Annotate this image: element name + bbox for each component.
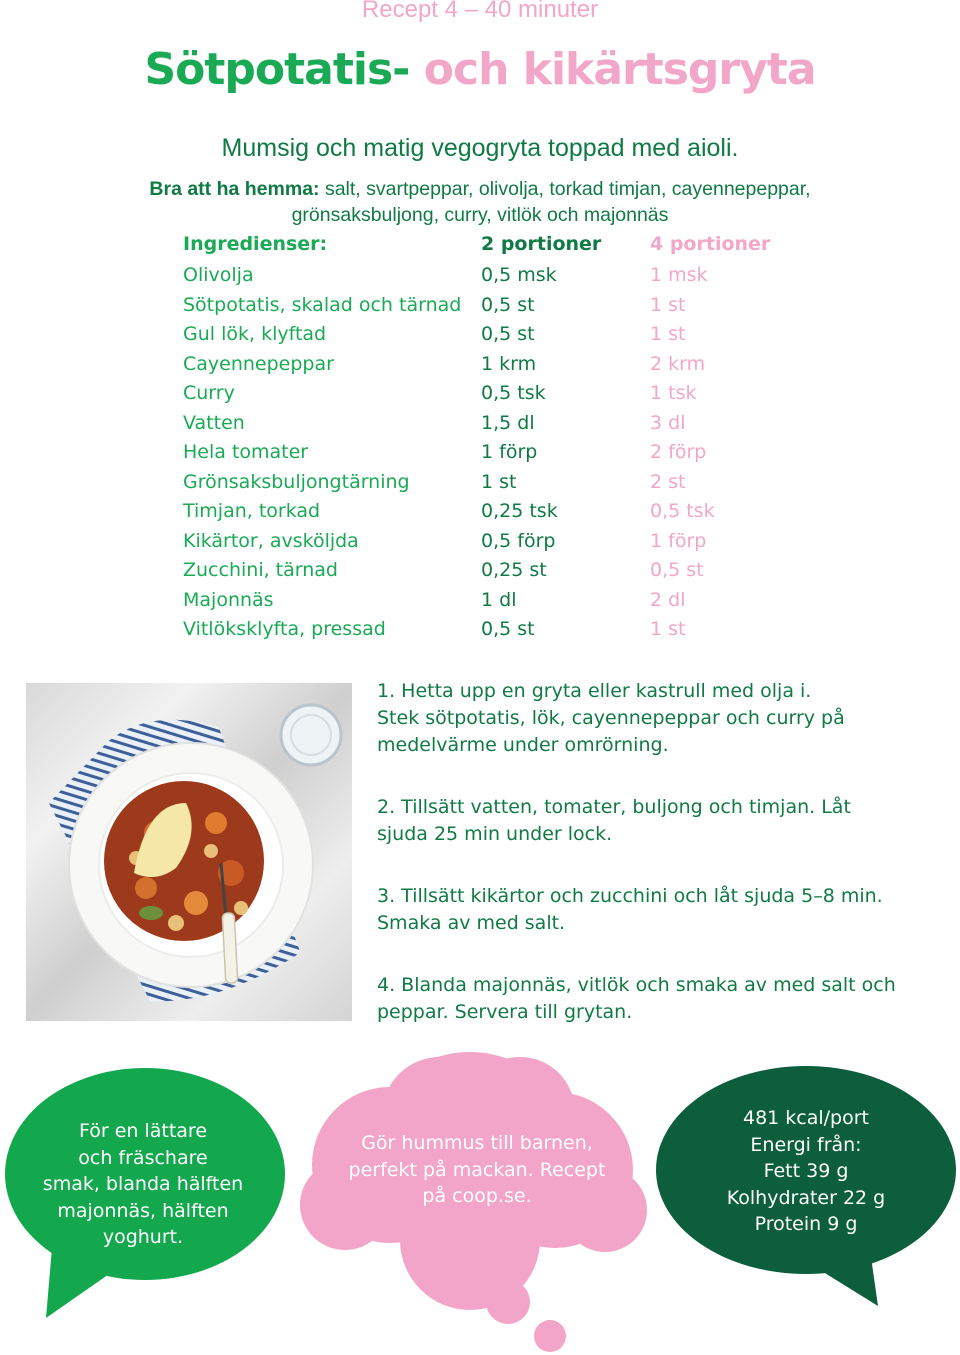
ingredient-row <box>0 471 960 500</box>
amount-four: 1 st <box>650 618 686 640</box>
ingredient-name: Timjan, torkad <box>183 500 321 522</box>
amount-two: 0,5 tsk <box>481 382 546 404</box>
recipe-title <box>0 44 960 95</box>
nutrition-line: Fett 39 g <box>763 1160 849 1182</box>
amount-four: 1 tsk <box>650 382 697 404</box>
lighter-taste-tip <box>40 1118 246 1251</box>
title-part-chickpea: och kikärtsgryta <box>409 44 816 95</box>
amount-four: 1 förp <box>650 529 707 552</box>
amount-two: 1 dl <box>481 588 517 611</box>
amount-two: 1 st <box>481 470 517 493</box>
pantry-line-1: salt, svartpeppar, olivolja, torkad timjan, cayennepeppar, <box>319 178 811 200</box>
ingredient-name: Zucchini, tärnad <box>183 559 338 581</box>
ingredient-row <box>0 412 960 441</box>
four-servings-header: 4 portioner <box>650 233 771 255</box>
amount-four: 1 msk <box>650 264 708 286</box>
ingredient-name: Hela tomater <box>183 441 309 463</box>
ingredient-row <box>0 589 960 618</box>
amount-two: 0,5 st <box>481 323 535 345</box>
step-1-line: medelvärme under omrörning. <box>377 734 669 756</box>
ingredient-name: Curry <box>183 382 235 404</box>
step-3-line: Smaka av med salt. <box>377 912 566 934</box>
amount-two: 0,5 förp <box>481 529 556 552</box>
ingredient-row <box>0 323 960 352</box>
ingredient-row <box>0 382 960 411</box>
pantry-line-2: grönsaksbuljong, curry, vitlök och majonnäs <box>291 204 669 226</box>
amount-four: 2 förp <box>650 441 707 463</box>
tip-line: smak, blanda hälften <box>42 1173 244 1195</box>
amount-two: 0,5 st <box>481 618 535 640</box>
amount-four: 0,5 st <box>650 559 704 581</box>
amount-two: 0,25 st <box>481 559 547 581</box>
step-1-line: 1. Hetta upp en gryta eller kastrull med olja i. <box>377 680 812 702</box>
amount-four: 2 st <box>650 470 686 493</box>
ingredient-name: Sötpotatis, skalad och tärnad <box>183 293 462 316</box>
tip-line: majonnäs, hälften <box>57 1199 229 1222</box>
ingredient-row <box>0 618 960 647</box>
pantry-label: Bra att ha hemma: <box>149 178 320 200</box>
amount-two: 0,25 tsk <box>481 500 558 522</box>
ingredient-name: Majonnäs <box>183 588 274 611</box>
ingredient-row <box>0 530 960 559</box>
recipe-subtitle: Mumsig och matig vegogryta toppad med aioli. <box>221 134 739 162</box>
pantry-note <box>100 176 860 228</box>
tip-line: och fräschare <box>78 1146 208 1169</box>
step-1 <box>377 678 922 759</box>
nutrition-line: Energi från: <box>750 1133 862 1156</box>
ingredients-header: Ingredienser: <box>183 233 328 255</box>
nutrition-line: Kolhydrater 22 g <box>726 1186 886 1209</box>
step-2 <box>377 794 922 848</box>
ingredient-row <box>0 353 960 382</box>
amount-four: 0,5 tsk <box>650 500 715 522</box>
two-servings-header: 2 portioner <box>481 233 602 255</box>
ingredient-name: Cayennepeppar <box>183 352 334 375</box>
tip-line: För en lättare <box>78 1120 208 1142</box>
step-4-line: peppar. Servera till grytan. <box>377 1001 633 1023</box>
step-1-line: Stek sötpotatis, lök, cayennepeppar och curry på <box>377 707 845 729</box>
dish-photo <box>26 683 352 1021</box>
amount-four: 3 dl <box>650 411 686 434</box>
ingredients-header-row <box>0 233 960 262</box>
tip-line: Gör hummus till barnen, <box>361 1132 593 1154</box>
hummus-tip <box>346 1130 608 1210</box>
ingredient-name: Gul lök, klyftad <box>183 323 327 345</box>
ingredient-name: Vatten <box>183 411 245 434</box>
ingredient-name: Kikärtor, avsköljda <box>183 529 359 552</box>
step-3 <box>377 883 922 937</box>
nutrition-line: Protein 9 g <box>754 1213 858 1235</box>
stew-bowl-illustration <box>26 683 352 1021</box>
title-part-sweet-potato: Sötpotatis- <box>144 44 410 95</box>
step-4-line: 4. Blanda majonnäs, vitlök och smaka av med salt och <box>377 974 896 996</box>
tip-line: yoghurt. <box>102 1226 184 1248</box>
recipe-number: Recept 4 – 40 minuter <box>361 0 599 23</box>
ingredient-row <box>0 500 960 529</box>
tip-line: perfekt på mackan. Recept <box>348 1158 606 1181</box>
ingredient-row <box>0 441 960 470</box>
step-2-line: 2. Tillsätt vatten, tomater, buljong och timjan. Låt <box>377 796 851 818</box>
amount-two: 1 krm <box>481 352 537 375</box>
ingredient-name: Olivolja <box>183 264 254 286</box>
nutrition-info <box>712 1105 900 1238</box>
ingredient-row <box>0 294 960 323</box>
tip-line: på coop.se. <box>422 1185 532 1207</box>
ingredient-row <box>0 264 960 293</box>
amount-two: 0,5 msk <box>481 264 557 286</box>
ingredient-name: Grönsaksbuljongtärning <box>183 470 410 493</box>
nutrition-line: 481 kcal/port <box>742 1107 870 1129</box>
amount-two: 0,5 st <box>481 293 535 316</box>
amount-four: 2 dl <box>650 588 686 611</box>
ingredient-name: Vitlöksklyfta, pressad <box>183 618 386 640</box>
step-3-line: 3. Tillsätt kikärtor och zucchini och låt sjuda 5–8 min. <box>377 885 883 907</box>
amount-four: 2 krm <box>650 352 706 375</box>
step-2-line: sjuda 25 min under lock. <box>377 823 613 845</box>
step-4 <box>377 972 922 1026</box>
amount-two: 1 förp <box>481 441 538 463</box>
ingredient-row <box>0 559 960 588</box>
amount-two: 1,5 dl <box>481 411 535 434</box>
amount-four: 1 st <box>650 323 686 345</box>
amount-four: 1 st <box>650 293 686 316</box>
